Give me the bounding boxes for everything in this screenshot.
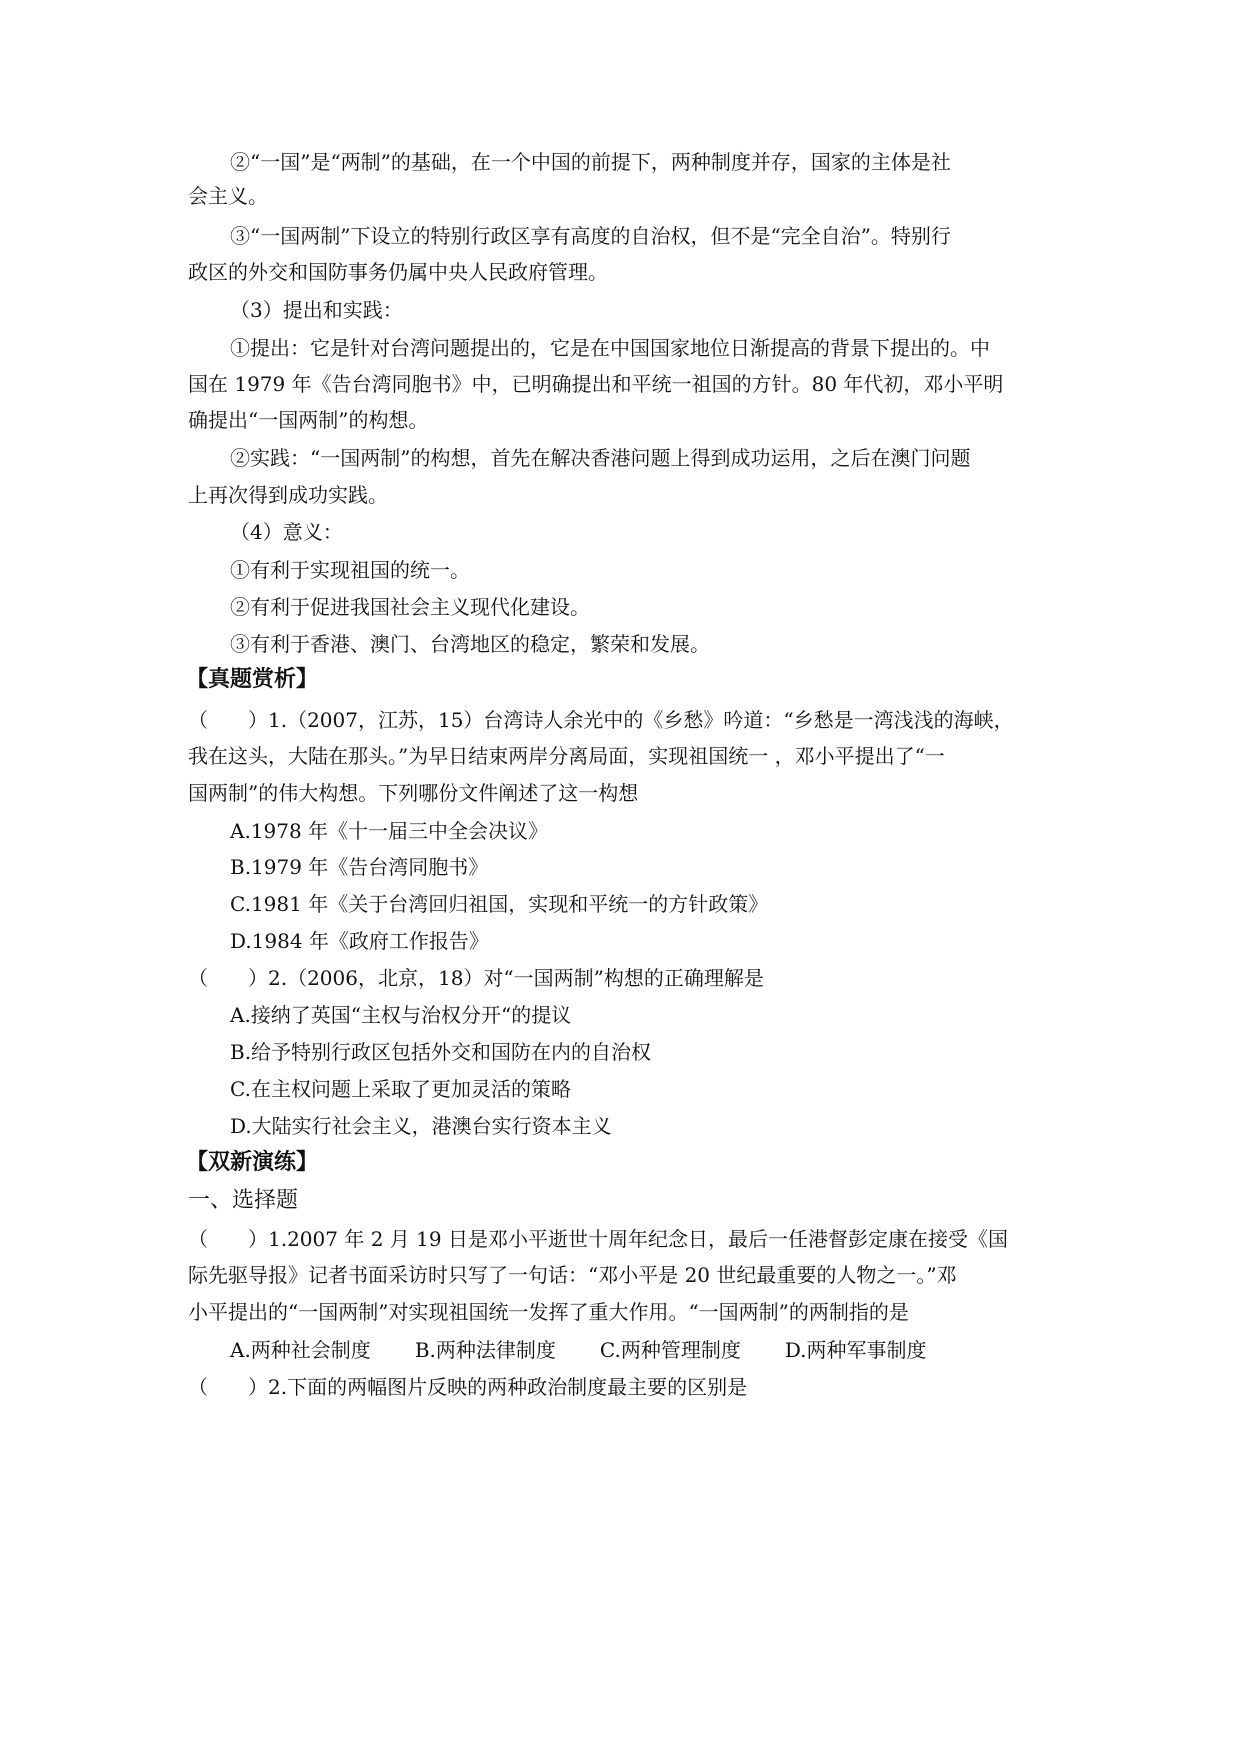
subheading: （4）意义： [230, 520, 343, 544]
paragraph-line: ②有利于促进我国社会主义现代化建设。 [230, 595, 590, 619]
option-b: B.1979 年《告台湾同胞书》 [230, 855, 489, 879]
question-line: 国两制”的伟大构想。下列哪份文件阐述了这一构想 [188, 781, 639, 805]
question-4 [188, 1373, 1058, 1401]
paragraph-line: ②实践：“一国两制”的构想，首先在解决香港问题上得到成功运用，之后在澳门问题 [230, 446, 971, 470]
subsection-title: 一、选择题 [188, 1188, 299, 1213]
answer-blank[interactable]: （ ） [188, 966, 268, 990]
question-line: 小平提出的“一国两制”对实现祖国统一发挥了重大作用。“一国两制”的两制指的是 [188, 1300, 909, 1324]
option-a: A.1978 年《十一届三中全会决议》 [230, 819, 549, 843]
subheading: （3）提出和实践： [230, 298, 403, 322]
question-text: 1.2007 年 2 月 19 日是邓小平逝世十周年纪念日，最后一任港督彭定康在接受《国 [268, 1227, 1008, 1251]
paragraph-line: ③有利于香港、澳门、台湾地区的稳定，繁荣和发展。 [230, 632, 710, 656]
question-text: 1.（2007，江苏，15）台湾诗人余光中的《乡愁》吟道：“乡愁是一湾浅浅的海峡， [268, 708, 1014, 732]
option-a: A.接纳了英国“主权与治权分开“的提议 [230, 1003, 572, 1027]
paragraph-line: 上再次得到成功实践。 [188, 483, 388, 507]
option-b: B.两种法律制度 [414, 1338, 556, 1362]
question-2 [188, 964, 1058, 992]
option-a: A.两种社会制度 [230, 1338, 371, 1362]
paragraph-line: ③“一国两制”下设立的特别行政区享有高度的自治权，但不是“完全自治”。特别行 [230, 224, 951, 248]
paragraph-line: 会主义。 [188, 184, 268, 208]
options-row [230, 1336, 1100, 1364]
option-c: C.1981 年《关于台湾回归祖国，实现和平统一的方针政策》 [230, 892, 769, 916]
option-c: C.两种管理制度 [599, 1338, 741, 1362]
option-d: D.大陆实行社会主义，港澳台实行资本主义 [230, 1114, 612, 1138]
paragraph-line: ②“一国”是“两制”的基础，在一个中国的前提下，两种制度并存，国家的主体是社 [230, 150, 951, 174]
paragraph-line: 政区的外交和国防事务仍属中央人民政府管理。 [188, 260, 608, 284]
question-line: 我在这头，大陆在那头。”为早日结束两岸分离局面，实现祖国统一 ，邓小平提出了“一 [188, 744, 945, 768]
answer-blank[interactable]: （ ） [188, 1375, 268, 1399]
question-text: 2.下面的两幅图片反映的两种政治制度最主要的区别是 [268, 1375, 748, 1399]
question-text: 2.（2006，北京，18）对“一国两制”构想的正确理解是 [268, 966, 764, 990]
paragraph-line: ①提出：它是针对台湾问题提出的，它是在中国国家地位日渐提高的背景下提出的。中 [230, 336, 990, 360]
question-1 [188, 706, 1058, 734]
question-3 [188, 1225, 1058, 1253]
option-d: D.1984 年《政府工作报告》 [230, 929, 489, 953]
question-line: 际先驱导报》记者书面采访时只写了一句话：“邓小平是 20 世纪最重要的人物之一。”邓 [188, 1263, 957, 1287]
section-title: 【双新演练】 [186, 1150, 319, 1175]
paragraph-line: 确提出“一国两制”的构想。 [188, 408, 429, 432]
option-c: C.在主权问题上采取了更加灵活的策略 [230, 1077, 571, 1101]
section-title: 【真题赏析】 [186, 667, 319, 692]
paragraph-line: 国在 1979 年《告台湾同胞书》中，已明确提出和平统一祖国的方针。80 年代初，邓小平明 [188, 372, 1004, 396]
option-d: D.两种军事制度 [784, 1338, 927, 1362]
answer-blank[interactable]: （ ） [188, 1227, 268, 1251]
paragraph-line: ①有利于实现祖国的统一。 [230, 558, 470, 582]
option-b: B.给予特别行政区包括外交和国防在内的自治权 [230, 1040, 652, 1064]
answer-blank[interactable]: （ ） [188, 708, 268, 732]
